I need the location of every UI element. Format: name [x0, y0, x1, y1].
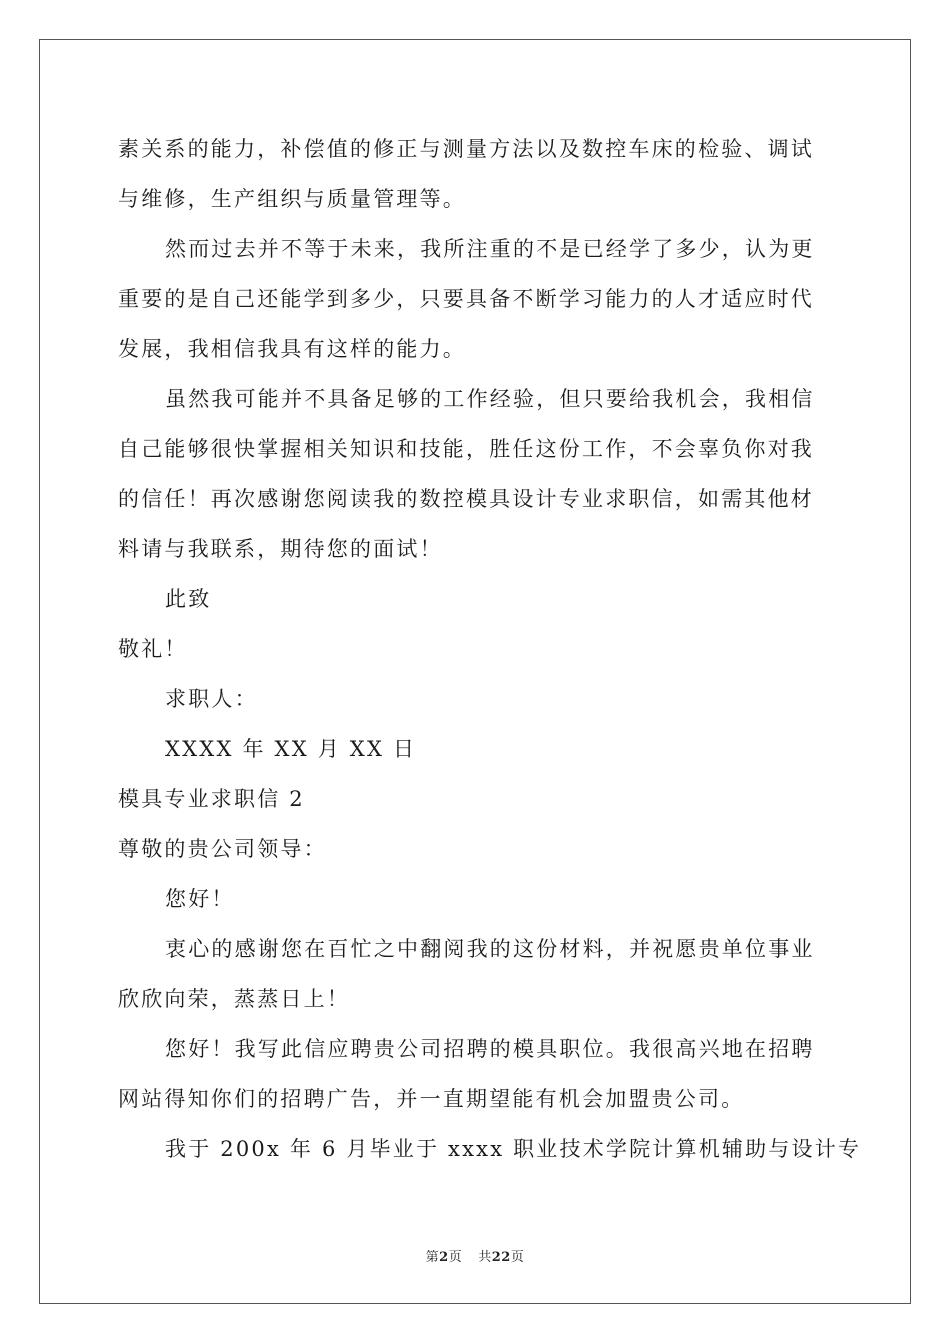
page-suffix: 页 — [448, 1250, 463, 1265]
closing-regards: 敬礼！ — [118, 637, 188, 661]
greeting-recipient: 尊敬的贵公司领导： — [118, 837, 327, 861]
text-line: 料请与我联系，期待您的面试！ — [118, 537, 443, 561]
applicant-label: 求职人： — [165, 687, 258, 711]
page-footer — [0, 1246, 950, 1265]
text-line: 您好！我写此信应聘贵公司招聘的模具职位。我很高兴地在招聘 — [165, 1037, 815, 1061]
total-suffix: 页 — [510, 1250, 525, 1265]
section-title: 模具专业求职信 2 — [118, 787, 305, 811]
text-line: 与维修，生产组织与质量管理等。 — [118, 187, 466, 211]
total-pages: 22 — [491, 1250, 511, 1265]
text-line: 我于 200x 年 6 月毕业于 xxxx 职业技术学院计算机辅助与设计专 — [165, 1137, 862, 1161]
date-line: XXXX 年 XX 月 XX 日 — [165, 737, 417, 761]
greeting: 您好！ — [165, 887, 235, 911]
page-prefix: 第 — [425, 1250, 440, 1265]
text-line: 欣欣向荣，蒸蒸日上！ — [118, 987, 350, 1011]
text-line: 网站得知你们的招聘广告，并一直期望能有机会加盟贵公司。 — [118, 1087, 745, 1111]
text-line: 发展，我相信我具有这样的能力。 — [118, 337, 466, 361]
text-line: 素关系的能力，补偿值的修正与测量方法以及数控车床的检验、调试 — [118, 137, 814, 161]
text-line: 自己能够很快掌握相关知识和技能，胜任这份工作，不会辜负你对我 — [118, 437, 814, 461]
document-body — [118, 124, 862, 1174]
total-prefix: 共 — [478, 1250, 492, 1265]
text-line: 重要的是自己还能学到多少，只要具备不断学习能力的人才适应时代 — [118, 287, 814, 311]
closing-salutation: 此致 — [165, 587, 212, 611]
text-line: 衷心的感谢您在百忙之中翻阅我的这份材料，并祝愿贵单位事业 — [165, 937, 815, 961]
text-line: 虽然我可能并不具备足够的工作经验，但只要给我机会，我相信 — [165, 387, 815, 411]
text-line: 的信任！再次感谢您阅读我的数控模具设计专业求职信，如需其他材 — [118, 487, 814, 511]
page-number: 2 — [439, 1250, 449, 1265]
text-line: 然而过去并不等于未来，我所注重的不是已经学了多少，认为更 — [165, 237, 815, 261]
